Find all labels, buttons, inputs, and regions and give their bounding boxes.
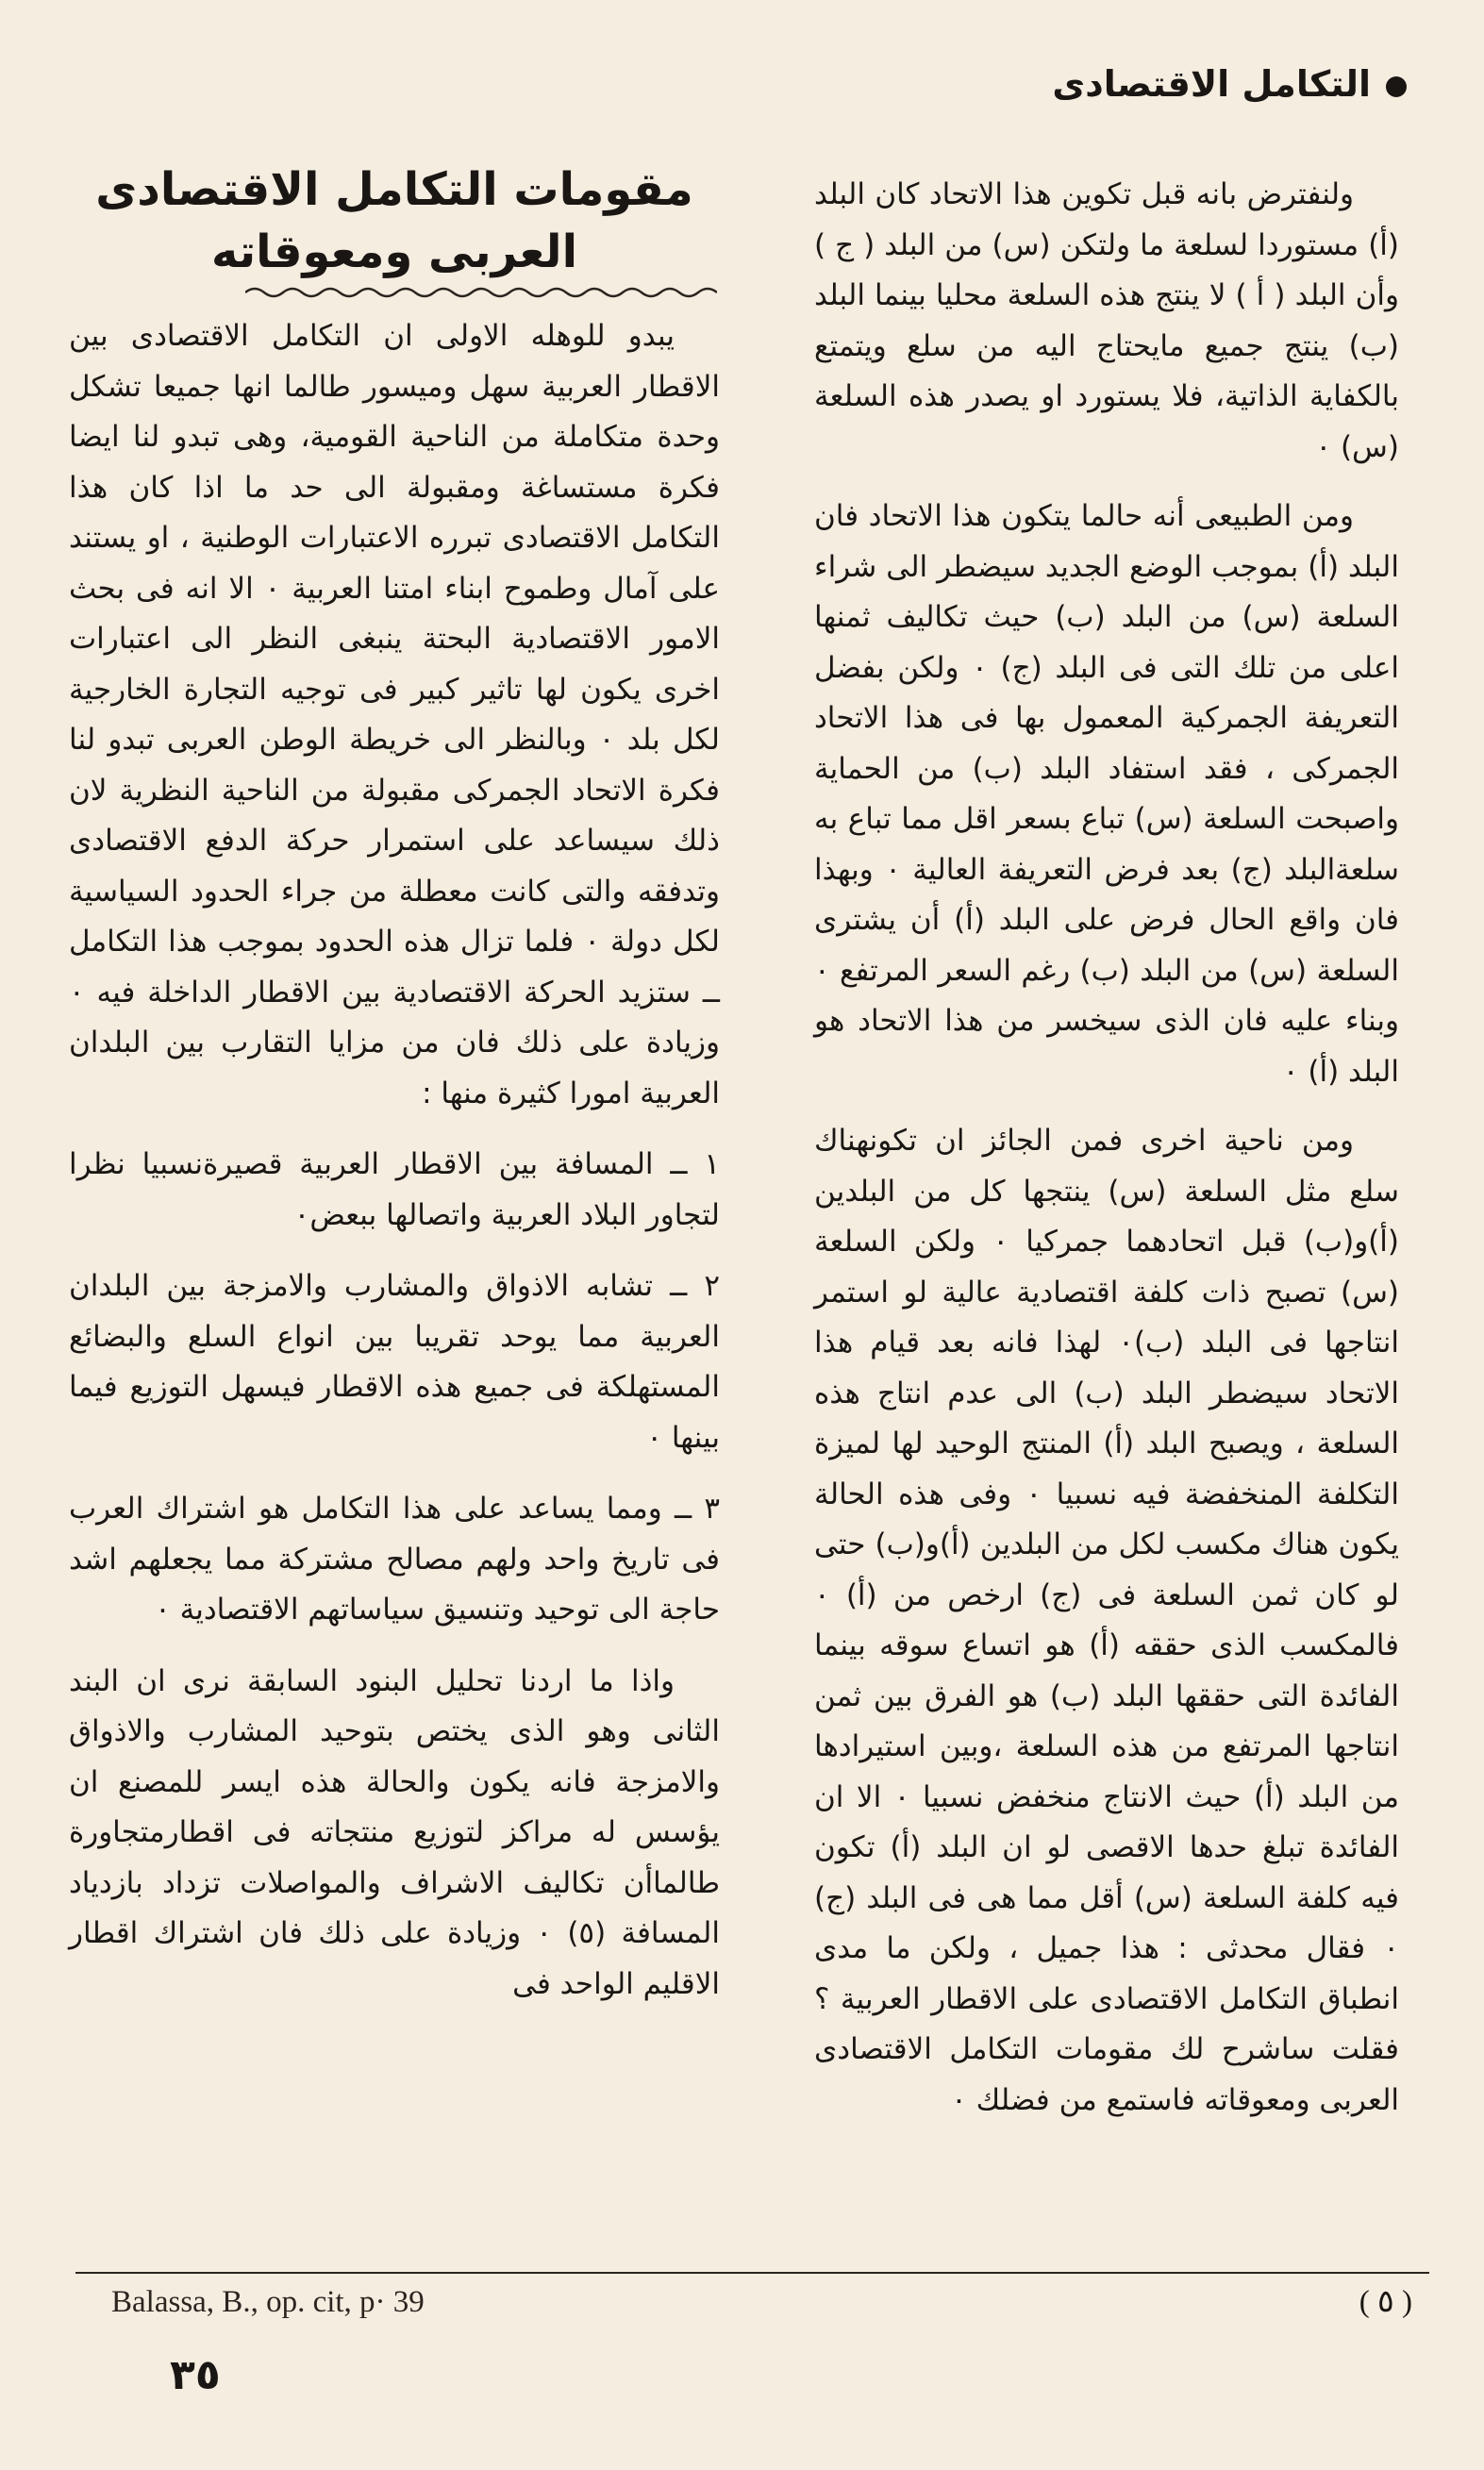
list-item-3: ٣ ــ ومما يساعد على هذا التكامل هو اشتراك العرب فى تاريخ واحد ولهم مصالح مشتركة مما يجعلهم اشد حاجة الى توحيد وتنسيق سياساتهم الاقتصادية ٠ xyxy=(69,1492,720,1627)
paragraph: ومن ناحية اخرى فمن الجائز ان تكونهناك سلع مثل السلعة (س) ينتجها كل من البلدين (أ)و(ب) قبل اتحادهما جمركيا ٠ ولكن السلعة (س) تصبح ذات كلفة اقتصادية عالية لو استمر انتاجها فى البلد (ب)٠ لهذا فانه بعد قيام هذا الاتحاد سيضطر البلد (ب) الى عدم انتاج هذه السلعة ، ويصبح البلد (أ) المنتج الوحيد لها لميزة التكلفة المنخفضة فيه نسبيا ٠ وفى هذه الحالة يكون هناك مكسب لكل من البلدين (أ)و(ب) حتى لو كان ثمن السلعة فى (ج) ارخص من (أ) ٠ فالمكسب الذى حققه (أ) هو اتساع سوقه بينما الفائدة التى حققها البلد (ب) هو الفرق بين ثمن انتاجها المرتفع من هذه السلعة ،وبين استيرادها من البلد (أ) حيث الانتاج منخفض نسبيا ٠ الا ان الفائدة تبلغ حدها الاقصى لو ان البلد (أ) تكون فيه كلفة السلعة (س) أقل مما هى فى البلد (ج) ٠ فقال محدثى : هذا جميل ، ولكن ما مدى انطباق التكامل الاقتصادى على الاقطار العربية ؟ فقلت ساشرح لك مقومات التكامل الاقتصادى العربى ومعوقاته فاستمع من فضلك ٠ xyxy=(814,1124,1399,2117)
paragraph: ولنفترض بانه قبل تكوين هذا الاتحاد كان البلد (أ) مستوردا لسلعة ما ولتكن (س) من البلد ( ج ) وأن البلد ( أ ) لا ينتج هذه السلعة محليا بينما البلد (ب) ينتج جميع مايحتاج اليه من سلع ويتمتع بالكفاية الذاتية، فلا يستورد او يصدر هذه السلعة (س) ٠ xyxy=(814,177,1399,464)
article-title-line-2: العربى ومعوقاته xyxy=(210,225,578,278)
article-title xyxy=(69,159,720,283)
footnote-reference: Balassa, B., op. cit, p· 39 xyxy=(111,2285,425,2319)
footnote-number: ( ٥ ) xyxy=(1359,2285,1412,2319)
bullet-icon xyxy=(1386,76,1407,97)
list-item-2: ٢ ــ تشابه الاذواق والمشارب والامزجة بين البلدان العربية مما يوحد تقريبا بين انواع السلع والبضائع المستهلكة فى جميع هذه الاقطار فيسهل التوزيع فيما بينها ٠ xyxy=(69,1269,720,1455)
paragraph: يبدو للوهله الاولى ان التكامل الاقتصادى بين الاقطار العربية سهل وميسور طالما انها جميعا تشكل وحدة متكاملة من الناحية القومية، وهى تبدو لنا ايضا فكرة مستساغة ومقبولة الى حد ما اذا كان هذا التكامل الاقتصادى تبرره الاعتبارات الوطنية ، او يستند على آمال وطموح ابناء امتنا العربية ٠ الا انه فى بحث الامور الاقتصادية البحتة ينبغى النظر الى اعتبارات اخرى يكون لها تاثير كبير فى توجيه التجارة الخارجية لكل بلد ٠ وبالنظر الى خريطة الوطن العربى تبدو لنا فكرة الاتحاد الجمركى مقبولة من الناحية النظرية لان ذلك سيساعد على استمرار حركة الدفع الاقتصادى وتدفقه والتى كانت معطلة من جراء الحدود السياسية لكل دولة ٠ فلما تزال هذه الحدود بموجب هذا التكامل ــ ستزيد الحركة الاقتصادية بين الاقطار الداخلة فيه ٠ وزيادة على ذلك فان من مزايا التقارب بين البلدان العربية امورا كثيرة منها : xyxy=(69,319,721,1110)
page-number: ٣٥ xyxy=(170,2351,221,2399)
left-column xyxy=(69,311,720,2030)
right-column xyxy=(814,170,1399,2145)
paragraph: ومن الطبيعى أنه حالما يتكون هذا الاتحاد فان البلد (أ) بموجب الوضع الجديد سيضطر الى شراء السلعة (س) من البلد (ب) حيث تكاليف ثمنها اعلى من تلك التى فى البلد (ج) ٠ ولكن بفضل التعريفة الجمركية المعمول بها فى هذا الاتحاد الجمركى ، فقد استفاد البلد (ب) من الحماية واصبحت السلعة (س) تباع بسعر اقل مما تباع به سلعةالبلد (ج) بعد فرض التعريفة العالية ٠ وبهذا فان واقع الحال فرض على البلد (أ) أن يشترى السلعة (س) من البلد (ب) رغم السعر المرتفع ٠ وبناء عليه فان الذى سيخسر من هذا الاتحاد هو البلد (أ) ٠ xyxy=(814,499,1399,1089)
decorative-wavy-rule-icon xyxy=(245,281,717,304)
paragraph: واذا ما اردنا تحليل البنود السابقة نرى ان البند الثانى وهو الذى يختص بتوحيد المشارب والاذواق والامزجة فانه يكون والحالة هذه ايسر للمصنع ان يؤسس له مراكز لتوزيع منتجاته فى اقطارمتجاورة طالماأن تكاليف الاشراف والمواصلات تزداد بازدياد المسافة (٥) ٠ وزيادة على ذلك فان اشتراك اقطار الاقليم الواحد فى xyxy=(69,1663,720,2001)
running-header xyxy=(849,60,1407,108)
list-item-1: ١ ــ المسافة بين الاقطار العربية قصيرةنسبيا نظرا لتجاور البلاد العربية واتصالها ببعض٠ xyxy=(69,1147,720,1232)
footnote-divider xyxy=(75,2272,1429,2274)
article-title-line-1: مقومات التكامل الاقتصادى xyxy=(95,163,693,216)
section-title: التكامل الاقتصادى xyxy=(1052,63,1371,105)
